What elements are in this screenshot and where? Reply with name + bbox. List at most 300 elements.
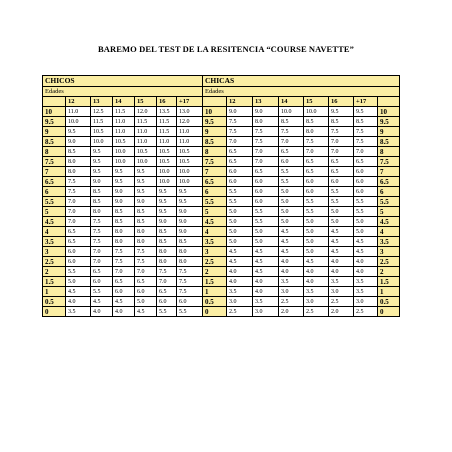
chicas-value: 4.0: [329, 257, 354, 267]
chicos-value: 7.0: [157, 277, 177, 287]
chicas-value: 6.5: [227, 157, 253, 167]
nota-chicos: 7: [43, 167, 66, 177]
nota-chicas: 9.5: [203, 117, 227, 127]
chicas-value: 6.0: [253, 197, 279, 207]
chicos-value: 8.5: [66, 147, 91, 157]
chicos-value: 6.0: [91, 277, 113, 287]
chicos-value: 10.0: [113, 147, 135, 157]
table-row: [43, 177, 400, 187]
chicos-value: 10.5: [157, 147, 177, 157]
nota-chicas: 3.5: [203, 237, 227, 247]
chicas-value: 6.0: [253, 177, 279, 187]
nota-chicas-right: 1.5: [378, 277, 400, 287]
table-row: [43, 227, 400, 237]
chicos-value: 5.0: [66, 277, 91, 287]
chicas-value: 4.5: [227, 257, 253, 267]
table-row: [43, 277, 400, 287]
chicas-value: 7.0: [279, 137, 304, 147]
nota-chicas-right: 8.5: [378, 137, 400, 147]
chicos-value: 8.0: [177, 247, 203, 257]
nota-chicas-right: 0: [378, 307, 400, 317]
chicas-value: 2.5: [227, 307, 253, 317]
chicas-value: 5.0: [227, 237, 253, 247]
chicos-value: 10.0: [135, 157, 157, 167]
chicos-value: 10.5: [91, 127, 113, 137]
chicas-value: 9.5: [354, 107, 378, 117]
section-header-row: [43, 76, 400, 87]
chicas-value: 9.0: [227, 107, 253, 117]
chicos-value: 7.5: [113, 257, 135, 267]
chicas-value: 8.5: [279, 117, 304, 127]
chicas-value: 6.0: [329, 177, 354, 187]
chicas-value: 5.0: [227, 207, 253, 217]
nota-chicas-right: 6.5: [378, 177, 400, 187]
chicos-value: 12.0: [177, 117, 203, 127]
chicas-value: 6.0: [354, 177, 378, 187]
nota-chicos: 3.5: [43, 237, 66, 247]
chicas-value: 7.0: [304, 147, 329, 157]
chicas-value: 7.5: [304, 137, 329, 147]
chicas-value: 5.5: [227, 187, 253, 197]
chicas-value: 4.5: [279, 227, 304, 237]
chicos-value: 6.0: [177, 297, 203, 307]
age-header-row: [43, 97, 400, 107]
chicos-value: 7.0: [91, 257, 113, 267]
chicas-value: 5.0: [279, 207, 304, 217]
chicas-value: 3.0: [227, 297, 253, 307]
age-header-chicos: 13: [91, 97, 113, 107]
nota-chicos: 7.5: [43, 157, 66, 167]
chicos-value: 7.5: [91, 237, 113, 247]
chicas-value: 5.0: [354, 217, 378, 227]
nota-chicos: 8: [43, 147, 66, 157]
chicos-value: 7.0: [66, 207, 91, 217]
chicos-value: 4.5: [91, 297, 113, 307]
chicas-value: 6.0: [304, 187, 329, 197]
chicas-value: 6.5: [279, 147, 304, 157]
chicas-value: 3.0: [253, 307, 279, 317]
chicas-value: 5.0: [304, 247, 329, 257]
nota-chicas-right: 6: [378, 187, 400, 197]
chicos-value: 6.5: [157, 287, 177, 297]
chicos-value: 7.5: [177, 267, 203, 277]
chicas-value: 4.5: [304, 257, 329, 267]
chicos-value: 9.5: [91, 167, 113, 177]
chicos-value: 7.5: [113, 247, 135, 257]
nota-chicas: 7.5: [203, 157, 227, 167]
nota-chicas-right: 10: [378, 107, 400, 117]
chicos-value: 9.5: [113, 177, 135, 187]
chicos-value: 6.5: [91, 267, 113, 277]
chicos-value: 8.0: [135, 227, 157, 237]
chicas-value: 7.0: [354, 147, 378, 157]
nota-chicos: 0: [43, 307, 66, 317]
chicas-value: 4.0: [227, 277, 253, 287]
nota-chicos: 5.5: [43, 197, 66, 207]
chicos-value: 7.5: [91, 217, 113, 227]
chicas-value: 6.0: [227, 177, 253, 187]
chicos-value: 7.0: [135, 267, 157, 277]
nota-chicas-right: 2: [378, 267, 400, 277]
chicos-value: 8.0: [113, 237, 135, 247]
chicos-header: CHICOS: [43, 76, 203, 87]
nota-chicos: 3: [43, 247, 66, 257]
chicos-value: 11.0: [135, 127, 157, 137]
chicas-value: 6.5: [354, 157, 378, 167]
table-row: [43, 137, 400, 147]
chicos-value: 7.0: [66, 197, 91, 207]
chicos-value: 11.0: [113, 127, 135, 137]
table-row: [43, 297, 400, 307]
chicas-value: 7.5: [354, 137, 378, 147]
chicos-value: 11.0: [135, 137, 157, 147]
chicas-value: 2.5: [329, 297, 354, 307]
table-row: [43, 237, 400, 247]
nota-chicos: 4: [43, 227, 66, 237]
chicas-value: 7.5: [354, 127, 378, 137]
nota-chicos: 9: [43, 127, 66, 137]
chicos-value: 11.5: [135, 117, 157, 127]
chicas-value: 5.0: [227, 217, 253, 227]
table-row: [43, 107, 400, 117]
chicas-value: 4.0: [329, 267, 354, 277]
chicas-value: 3.5: [304, 287, 329, 297]
age-header-chicos: 16: [157, 97, 177, 107]
chicas-value: 4.5: [279, 247, 304, 257]
chicas-value: 4.5: [227, 247, 253, 257]
nota-chicas-right: 4: [378, 227, 400, 237]
chicos-value: 5.5: [177, 307, 203, 317]
chicas-value: 7.0: [329, 147, 354, 157]
nota-chicas-right: 7.5: [378, 157, 400, 167]
chicos-value: 3.5: [66, 307, 91, 317]
age-header-chicas: 15: [304, 97, 329, 107]
chicos-value: 11.0: [113, 117, 135, 127]
chicos-value: 5.5: [91, 287, 113, 297]
age-header-chicas: 16: [329, 97, 354, 107]
chicos-value: 7.5: [66, 177, 91, 187]
nota-chicas-right: 9: [378, 127, 400, 137]
chicas-value: 4.5: [329, 247, 354, 257]
chicos-value: 4.0: [66, 297, 91, 307]
chicas-value: 7.5: [279, 127, 304, 137]
chicos-value: 9.5: [135, 177, 157, 187]
nota-chicas: 6: [203, 187, 227, 197]
chicos-value: 8.5: [91, 197, 113, 207]
chicos-value: 9.5: [91, 157, 113, 167]
nota-chicas: 8: [203, 147, 227, 157]
chicas-value: 4.0: [227, 267, 253, 277]
nota-chicas: 5.5: [203, 197, 227, 207]
age-header-chicas: 13: [253, 97, 279, 107]
table-row: [43, 307, 400, 317]
age-header-chicas: 12: [227, 97, 253, 107]
chicos-value: 10.5: [177, 147, 203, 157]
chicas-value: 2.5: [304, 307, 329, 317]
chicas-value: 5.5: [329, 187, 354, 197]
table-row: [43, 157, 400, 167]
chicos-value: 11.0: [177, 127, 203, 137]
chicos-value: 10.0: [113, 157, 135, 167]
nota-chicas-right: 3: [378, 247, 400, 257]
chicas-value: 5.5: [279, 167, 304, 177]
chicos-value: 6.5: [135, 277, 157, 287]
chicos-value: 7.5: [135, 247, 157, 257]
chicos-value: 7.5: [177, 277, 203, 287]
chicas-value: 5.0: [304, 227, 329, 237]
chicas-value: 5.5: [253, 207, 279, 217]
chicas-value: 7.5: [253, 127, 279, 137]
table-row: [43, 167, 400, 177]
age-header-chicos: +17: [177, 97, 203, 107]
chicas-value: 9.5: [329, 107, 354, 117]
nota-chicos: 1: [43, 287, 66, 297]
chicos-value: 9.5: [157, 187, 177, 197]
chicas-value: 7.0: [227, 137, 253, 147]
nota-chicos: 10: [43, 107, 66, 117]
chicas-value: 4.5: [253, 247, 279, 257]
chicos-value: 10.0: [157, 177, 177, 187]
chicos-value: 7.5: [135, 257, 157, 267]
chicos-value: 7.5: [157, 267, 177, 277]
chicas-value: 3.0: [279, 287, 304, 297]
chicos-value: 9.5: [113, 167, 135, 177]
chicos-value: 8.0: [113, 227, 135, 237]
chicas-value: 7.0: [329, 137, 354, 147]
nota-chicas-right: 0.5: [378, 297, 400, 307]
table-row: [43, 147, 400, 157]
chicos-value: 10.0: [177, 177, 203, 187]
table-row: [43, 127, 400, 137]
chicas-value: 8.0: [304, 127, 329, 137]
chicas-value: 4.5: [354, 247, 378, 257]
table-row: [43, 187, 400, 197]
chicas-value: 5.0: [354, 227, 378, 237]
chicas-value: 5.0: [304, 237, 329, 247]
chicas-value: 5.5: [253, 217, 279, 227]
nota-chicos: 5: [43, 207, 66, 217]
chicas-value: 6.0: [354, 187, 378, 197]
chicas-value: 5.0: [227, 227, 253, 237]
chicos-value: 9.0: [91, 177, 113, 187]
nota-chicas-right: 8: [378, 147, 400, 157]
chicos-value: 4.0: [91, 307, 113, 317]
chicos-value: 8.0: [91, 207, 113, 217]
chicos-value: 8.5: [113, 207, 135, 217]
nota-chicas: 4.5: [203, 217, 227, 227]
nota-chicas-right: 5: [378, 207, 400, 217]
chicas-value: 3.0: [354, 297, 378, 307]
chicos-value: 9.5: [66, 127, 91, 137]
chicas-value: 7.5: [227, 117, 253, 127]
chicos-value: 6.0: [66, 257, 91, 267]
chicos-value: 9.0: [177, 227, 203, 237]
chicos-value: 7.0: [113, 267, 135, 277]
chicos-value: 10.5: [177, 157, 203, 167]
nota-chicas: 1.5: [203, 277, 227, 287]
table-row: [43, 207, 400, 217]
chicas-value: 4.0: [253, 277, 279, 287]
nota-chicos: 2.5: [43, 257, 66, 267]
chicos-value: 5.0: [135, 297, 157, 307]
chicos-value: 8.5: [157, 237, 177, 247]
chicas-value: 5.0: [279, 197, 304, 207]
chicos-value: 9.0: [135, 197, 157, 207]
chicas-value: 6.0: [354, 167, 378, 177]
chicos-value: 8.5: [135, 207, 157, 217]
chicas-value: 5.0: [279, 187, 304, 197]
chicos-value: 9.5: [91, 147, 113, 157]
age-header-chicos: 12: [66, 97, 91, 107]
chicos-value: 6.5: [66, 227, 91, 237]
chicos-value: 12.0: [135, 107, 157, 117]
empty-cell: [203, 97, 227, 107]
chicos-value: 11.0: [157, 137, 177, 147]
nota-chicas: 0: [203, 307, 227, 317]
chicas-value: 4.5: [279, 237, 304, 247]
chicas-value: 5.0: [329, 207, 354, 217]
chicas-value: 4.0: [279, 267, 304, 277]
chicos-value: 7.0: [91, 247, 113, 257]
chicos-value: 8.0: [135, 237, 157, 247]
chicos-value: 11.0: [66, 107, 91, 117]
chicos-value: 9.0: [113, 197, 135, 207]
chicas-value: 8.5: [304, 117, 329, 127]
chicas-value: 5.0: [279, 217, 304, 227]
chicos-value: 8.0: [66, 167, 91, 177]
nota-chicos: 9.5: [43, 117, 66, 127]
chicos-value: 6.0: [157, 297, 177, 307]
chicas-value: 4.0: [354, 267, 378, 277]
chicos-value: 9.0: [177, 207, 203, 217]
chicas-edades-label: Edades: [203, 87, 400, 97]
chicas-value: 4.5: [354, 237, 378, 247]
chicas-value: 2.0: [279, 307, 304, 317]
chicas-value: 4.0: [354, 257, 378, 267]
chicos-value: 7.5: [177, 287, 203, 297]
chicos-value: 10.5: [157, 157, 177, 167]
chicos-value: 6.5: [113, 277, 135, 287]
chicas-value: 5.5: [329, 197, 354, 207]
table-row: [43, 247, 400, 257]
chicos-value: 9.5: [157, 207, 177, 217]
chicos-value: 13.0: [177, 107, 203, 117]
chicos-value: 4.5: [66, 287, 91, 297]
chicos-value: 12.5: [91, 107, 113, 117]
chicas-value: 3.5: [227, 287, 253, 297]
chicas-value: 6.5: [329, 167, 354, 177]
chicas-value: 6.0: [227, 167, 253, 177]
chicos-value: 4.5: [113, 297, 135, 307]
chicas-value: 5.5: [279, 177, 304, 187]
chicas-value: 4.0: [304, 277, 329, 287]
chicos-value: 9.0: [66, 137, 91, 147]
chicos-value: 7.5: [91, 227, 113, 237]
chicos-value: 11.0: [177, 137, 203, 147]
chicas-value: 6.0: [253, 187, 279, 197]
chicos-value: 5.5: [157, 307, 177, 317]
chicos-value: 9.5: [157, 197, 177, 207]
nota-chicos: 8.5: [43, 137, 66, 147]
chicos-value: 7.5: [66, 187, 91, 197]
nota-chicas: 3: [203, 247, 227, 257]
nota-chicas: 10: [203, 107, 227, 117]
nota-chicas: 5: [203, 207, 227, 217]
nota-chicas: 4: [203, 227, 227, 237]
chicos-value: 6.5: [66, 237, 91, 247]
nota-chicas-right: 1: [378, 287, 400, 297]
table-row: [43, 117, 400, 127]
chicos-value: 9.0: [157, 217, 177, 227]
chicas-value: 3.5: [253, 297, 279, 307]
chicos-value: 10.0: [157, 167, 177, 177]
nota-chicas: 1: [203, 287, 227, 297]
chicos-edades-label: Edades: [43, 87, 203, 97]
chicas-value: 6.0: [304, 177, 329, 187]
chicos-value: 9.5: [135, 187, 157, 197]
chicas-value: 3.5: [354, 287, 378, 297]
chicos-value: 4.5: [135, 307, 157, 317]
nota-chicas: 2.5: [203, 257, 227, 267]
chicas-value: 2.0: [329, 307, 354, 317]
chicas-value: 6.5: [304, 167, 329, 177]
edades-row: [43, 87, 400, 97]
chicas-value: 6.5: [227, 147, 253, 157]
chicos-value: 13.5: [157, 107, 177, 117]
nota-chicas-right: 4.5: [378, 217, 400, 227]
chicos-value: 6.0: [135, 287, 157, 297]
nota-chicas: 9: [203, 127, 227, 137]
chicos-value: 8.0: [157, 257, 177, 267]
chicas-value: 7.0: [253, 157, 279, 167]
nota-chicas: 2: [203, 267, 227, 277]
nota-chicas: 0.5: [203, 297, 227, 307]
chicas-value: 8.5: [354, 117, 378, 127]
chicos-value: 8.5: [177, 237, 203, 247]
chicos-value: 5.5: [66, 267, 91, 277]
age-header-chicas: 14: [279, 97, 304, 107]
chicas-value: 7.0: [253, 147, 279, 157]
chicas-value: 3.5: [279, 277, 304, 287]
nota-chicas-right: 3.5: [378, 237, 400, 247]
nota-chicos: 0.5: [43, 297, 66, 307]
chicas-value: 7.5: [329, 127, 354, 137]
chicas-value: 5.5: [304, 197, 329, 207]
chicas-value: 5.0: [329, 217, 354, 227]
empty-cell: [378, 97, 400, 107]
chicas-value: 5.0: [253, 237, 279, 247]
chicas-value: 5.0: [304, 217, 329, 227]
chicas-value: 3.5: [354, 277, 378, 287]
chicas-value: 2.5: [279, 297, 304, 307]
chicas-value: 6.5: [304, 157, 329, 167]
table-row: [43, 197, 400, 207]
chicas-value: 9.0: [253, 107, 279, 117]
chicos-value: 11.5: [91, 117, 113, 127]
nota-chicas: 7: [203, 167, 227, 177]
chicas-value: 5.5: [304, 207, 329, 217]
chicos-value: 8.0: [157, 247, 177, 257]
page-title: BAREMO DEL TEST DE LA RESITENCIA “COURSE NAVETTE”: [98, 44, 354, 54]
age-header-chicas: +17: [354, 97, 378, 107]
chicos-value: 6.0: [66, 247, 91, 257]
chicos-value: 8.5: [135, 217, 157, 227]
table-row: [43, 217, 400, 227]
chicos-value: 8.5: [91, 187, 113, 197]
chicas-value: 2.5: [354, 307, 378, 317]
chicos-value: 9.5: [177, 187, 203, 197]
nota-chicos: 2: [43, 267, 66, 277]
